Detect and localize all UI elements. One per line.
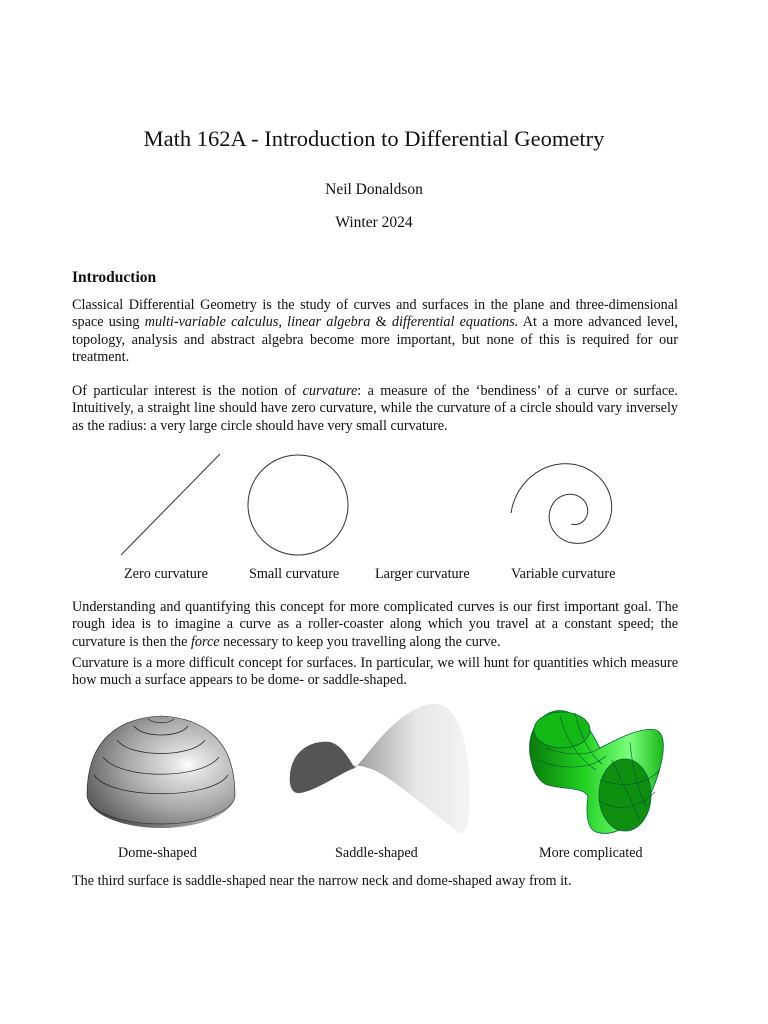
caption-zero-curvature: Zero curvature <box>124 566 208 582</box>
dome-surface <box>87 716 235 828</box>
paragraph-third-surface <box>72 873 678 890</box>
emphasis-text: curvature <box>302 383 358 399</box>
caption-saddle-shaped: Saddle-shaped <box>335 845 418 861</box>
paragraph-text: At a more advanced level, topology, analysis and abstract algebra become more important, but none of this is required for our treatment. <box>72 314 678 366</box>
paragraph-text: The third surface is saddle-shaped near the narrow neck and dome-shaped away from it. <box>72 873 572 889</box>
emphasis-text: multi-variable calculus, linear algebra <box>144 314 371 331</box>
paragraph-text: Classical Differential Geometry is the study of curves and surfaces in the plane and three-dimensional space using <box>72 297 678 331</box>
emphasis-text: differential equations. <box>391 314 519 331</box>
paragraph-text: Curvature is a more difficult concept for surfaces. In particular, we will hunt for quantities which measure how much a surface appears to be dome- or saddle-shaped. <box>72 655 678 689</box>
caption-small-curvature: Small curvature <box>249 566 340 582</box>
emphasis-text: force <box>190 633 220 650</box>
paragraph-text: & <box>370 314 392 331</box>
document-author: Neil Donaldson <box>325 181 423 198</box>
paragraph-text: : a measure of the ‘bendiness’ of a curve or surface. Intuitively, a straight line should have zero curvature, while the curvature of a circle should vary inversely as the radius: a very large circle should have very small curvature. <box>72 383 678 434</box>
saddle-surface <box>290 704 470 834</box>
document-term: Winter 2024 <box>335 214 413 231</box>
caption-larger-curvature: Larger curvature <box>375 566 470 582</box>
caption-variable-curvature: Variable curvature <box>511 566 616 582</box>
paragraph-text: Understanding and quantifying this concept for more complicated curves is our first important goal. The rough idea is to imagine a curve as a roller-coaster along which you travel at a constant speed; the curvature is then the <box>72 599 678 650</box>
caption-dome-shaped: Dome-shaped <box>118 845 197 861</box>
complex-surface <box>530 711 664 834</box>
document-title: Math 162A - Introduction to Differential Geometry <box>143 126 605 151</box>
caption-more-complicated: More complicated <box>539 845 643 861</box>
paragraph-text: Of particular interest is the notion of <box>72 383 303 399</box>
section-heading: Introduction <box>72 269 157 286</box>
paragraph-text: necessary to keep you travelling along the curve. <box>219 633 501 650</box>
